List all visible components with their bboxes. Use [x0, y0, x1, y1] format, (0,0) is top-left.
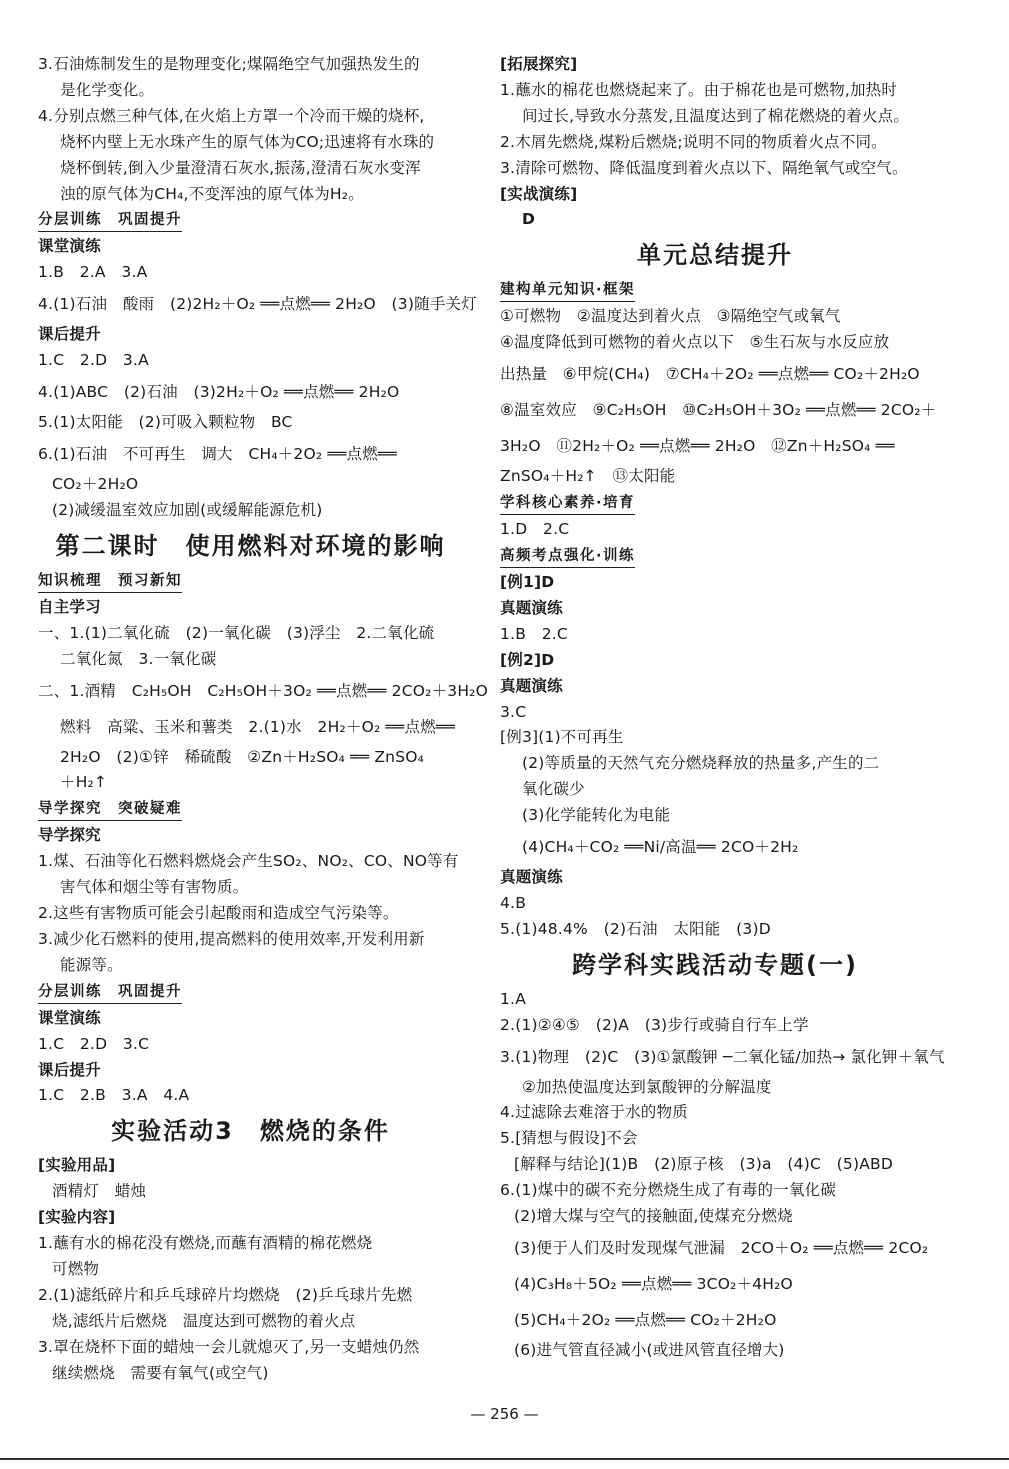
answer-line: 1.C 2.B 3.A 4.A	[38, 1086, 190, 1105]
answer-line: 4.过滤除去难溶于水的物质	[500, 1103, 688, 1122]
left-column	[38, 52, 488, 1387]
answer-line: ZnSO₄＋H₂↑ ⑬太阳能	[500, 467, 676, 486]
answer-line: 3H₂O ⑪2H₂＋O₂ ══点燃══ 2H₂O ⑫Zn＋H₂SO₄ ══	[500, 437, 895, 456]
section-title: 实验活动3 燃烧的条件	[111, 1117, 390, 1146]
answer-line: 4.B	[500, 893, 527, 912]
answer-continuation: 害气体和烟尘等有害物质。	[60, 878, 249, 897]
bottom-rule	[0, 1458, 1009, 1460]
subheading: [例2]D	[500, 650, 555, 669]
subheading: [实战演练]	[500, 184, 578, 203]
subheading: [拓展探究]	[500, 55, 578, 73]
subheading: 自主学习	[38, 597, 101, 616]
answer-continuation: 浊的原气体为CH₄,不变浑浊的原气体为H₂。	[60, 184, 364, 203]
answer-continuation: (2)等质量的天然气充分燃烧释放的热量多,产生的二	[522, 754, 880, 773]
answer-line: 4.分别点燃三种气体,在火焰上方罩一个冷而干燥的烧杯,	[38, 106, 425, 125]
answer-line: 3.清除可燃物、降低温度到着火点以下、隔绝氧气或空气。	[500, 158, 908, 177]
answer-line: 1.C 2.D 3.A	[38, 351, 149, 370]
answer-continuation: (4)C₃H₈＋5O₂ ══点燃══ 3CO₂＋4H₂O	[514, 1275, 793, 1293]
answer-line: ④温度降低到可燃物的着火点以下 ⑤生石灰与水反应放	[500, 333, 890, 352]
section-header: 分层训练 巩固提升	[38, 209, 182, 232]
subheading: [实验内容]	[38, 1208, 116, 1227]
answer-line: 6.(1)石油 不可再生 调大 CH₄＋2O₂ ══点燃══	[38, 444, 397, 463]
answer-line: 1.B 2.C	[500, 624, 568, 643]
section-header-wrap	[38, 568, 463, 595]
answer-line: 1.煤、石油等化石燃料燃烧会产生SO₂、NO₂、CO、NO等有	[38, 852, 459, 871]
answer-line: 2.(1)②④⑤ (2)A (3)步行或骑自行车上学	[500, 1015, 809, 1034]
answer-line: 3.减少化石燃料的使用,提高燃料的使用效率,开发利用新	[38, 929, 425, 948]
answer-line: 1.D 2.C	[500, 520, 570, 539]
answer-line: 1.蘸水的棉花也燃烧起来了。由于棉花也是可燃物,加热时	[500, 80, 898, 99]
answer-line: 1.蘸有水的棉花没有燃烧,而蘸有酒精的棉花燃烧	[38, 1234, 373, 1253]
answer-continuation: (2)减缓温室效应加剧(或缓解能源危机)	[52, 500, 323, 519]
answer-continuation: 间过长,导致水分蒸发,且温度达到了棉花燃烧的着火点。	[522, 106, 910, 125]
answer-line: 5.(1)太阳能 (2)可吸入颗粒物 BC	[38, 413, 293, 432]
subheading: 课堂演练	[38, 1008, 101, 1027]
answer-continuation: (2)增大煤与空气的接触面,使煤充分燃烧	[514, 1207, 793, 1226]
answer-line: 一、1.(1)二氧化硫 (2)一氧化碳 (3)浮尘 2.二氧化硫	[38, 623, 435, 642]
subheading: 课后提升	[38, 1060, 101, 1079]
answer-line: 1.B 2.A 3.A	[38, 263, 148, 282]
answer-line: 4.(1)ABC (2)石油 (3)2H₂＋O₂ ══点燃══ 2H₂O	[38, 383, 400, 402]
section-header: 高频考点强化·训练	[500, 545, 635, 568]
subheading: 课后提升	[38, 325, 101, 344]
section-header: 导学探究 突破疑难	[38, 798, 182, 821]
answer-continuation: ②加热使温度达到氯酸钾的分解温度	[522, 1077, 772, 1096]
section-header-wrap	[500, 490, 930, 517]
answer-continuation: (6)进气管直径减小(或进风管直径增大)	[514, 1341, 785, 1359]
answer-continuation: (5)CH₄＋2O₂ ══点燃══ CO₂＋2H₂O	[514, 1311, 777, 1329]
answer-continuation: 可燃物	[52, 1260, 100, 1278]
section-header-wrap	[38, 207, 463, 234]
section-header: 建构单元知识·框架	[500, 279, 635, 302]
answer-continuation: 能源等。	[60, 955, 123, 974]
answer-line: 出热量 ⑥甲烷(CH₄) ⑦CH₄＋2O₂ ══点燃══ CO₂＋2H₂O	[500, 365, 920, 384]
subheading: 导学探究	[38, 826, 101, 845]
answer-line: 2.(1)滤纸碎片和乒乓球碎片均燃烧 (2)乒乓球片先燃	[38, 1285, 413, 1304]
section-header-wrap	[500, 277, 930, 304]
answer-continuation: 继续燃烧 需要有氧气(或空气)	[52, 1363, 269, 1382]
section-header: 学科核心素养·培育	[500, 492, 635, 515]
subheading: 真题演练	[500, 676, 563, 695]
section-title: 跨学科实践活动专题(一)	[572, 950, 858, 979]
answer-continuation: 2H₂O (2)①锌 稀硫酸 ②Zn＋H₂SO₄ ══ ZnSO₄	[60, 747, 425, 766]
answer-continuation: 二氧化氮 3.一氧化碳	[60, 649, 217, 668]
answer-line: 4.(1)石油 酸雨 (2)2H₂＋O₂ ══点燃══ 2H₂O (3)随手关灯	[38, 295, 477, 314]
answer-line: 二、1.酒精 C₂H₅OH C₂H₅OH＋3O₂ ══点燃══ 2CO₂＋3H₂O	[38, 681, 488, 700]
answer-continuation: CO₂＋2H₂O	[52, 474, 139, 493]
answer-continuation: 燃料 高粱、玉米和薯类 2.(1)水 2H₂＋O₂ ══点燃══	[60, 717, 456, 736]
answer-line: [例3](1)不可再生	[500, 728, 624, 747]
section-header: 知识梳理 预习新知	[38, 570, 182, 593]
answer-line: 3.罩在烧杯下面的蜡烛一会儿就熄灭了,另一支蜡烛仍然	[38, 1337, 420, 1356]
answer-line: 3.(1)物理 (2)C (3)①氯酸钾 ─二氧化锰/加热→ 氯化钾＋氧气	[500, 1047, 945, 1066]
answer-continuation: 烧杯内壁上无水珠产生的原气体为CO;迅速将有水珠的	[60, 132, 435, 151]
section-title: 第二课时 使用燃料对环境的影响	[55, 531, 446, 560]
answer-continuation: D	[522, 210, 536, 229]
answer-line: 5.[猜想与假设]不会	[500, 1129, 638, 1148]
answer-continuation: 烧,滤纸片后燃烧 温度达到可燃物的着火点	[52, 1311, 356, 1330]
section-header: 分层训练 巩固提升	[38, 981, 182, 1004]
answer-line: 6.(1)煤中的碳不充分燃烧生成了有毒的一氧化碳	[500, 1181, 837, 1200]
subheading: [例1]D	[500, 572, 555, 591]
answer-line: 3.石油炼制发生的是物理变化;煤隔绝空气加强热发生的	[38, 55, 420, 73]
section-header-wrap	[500, 543, 930, 570]
page-number: — 256 —	[470, 1405, 539, 1423]
answer-continuation: 烧杯倒转,倒入少量澄清石灰水,振荡,澄清石灰水变浑	[60, 158, 421, 177]
answer-line: ⑧温室效应 ⑨C₂H₅OH ⑩C₂H₅OH＋3O₂ ══点燃══ 2CO₂＋	[500, 401, 937, 420]
answer-continuation: 是化学变化。	[60, 80, 155, 99]
answer-continuation: 酒精灯 蜡烛	[52, 1182, 147, 1201]
section-header-wrap	[38, 796, 463, 823]
subheading: [实验用品]	[38, 1156, 116, 1175]
answer-line: 2.木屑先燃烧,煤粉后燃烧;说明不同的物质着火点不同。	[500, 132, 887, 151]
answer-continuation: ＋H₂↑	[60, 773, 108, 792]
section-header-wrap	[38, 979, 463, 1006]
right-column	[500, 52, 945, 1364]
answer-line: 3.C	[500, 702, 527, 721]
answer-continuation: (4)CH₄＋CO₂ ══Ni/高温══ 2CO＋2H₂	[522, 838, 799, 857]
subheading: 真题演练	[500, 868, 563, 887]
answer-line: 5.(1)48.4% (2)石油 太阳能 (3)D	[500, 919, 771, 938]
answer-continuation: [解释与结论](1)B (2)原子核 (3)a (4)C (5)ABD	[514, 1155, 894, 1174]
answer-continuation: (3)便于人们及时发现煤气泄漏 2CO＋O₂ ══点燃══ 2CO₂	[514, 1239, 929, 1257]
answer-line: 2.这些有害物质可能会引起酸雨和造成空气污染等。	[38, 904, 399, 923]
section-title: 单元总结提升	[637, 241, 793, 270]
answer-line: ①可燃物 ②温度达到着火点 ③隔绝空气或氧气	[500, 307, 841, 326]
answer-line: 1.C 2.D 3.C	[38, 1034, 150, 1053]
answer-continuation: 氧化碳少	[522, 780, 585, 799]
answer-continuation: (3)化学能转化为电能	[522, 806, 671, 825]
subheading: 真题演练	[500, 598, 563, 617]
answer-line: 1.A	[500, 989, 526, 1008]
subheading: 课堂演练	[38, 237, 101, 256]
